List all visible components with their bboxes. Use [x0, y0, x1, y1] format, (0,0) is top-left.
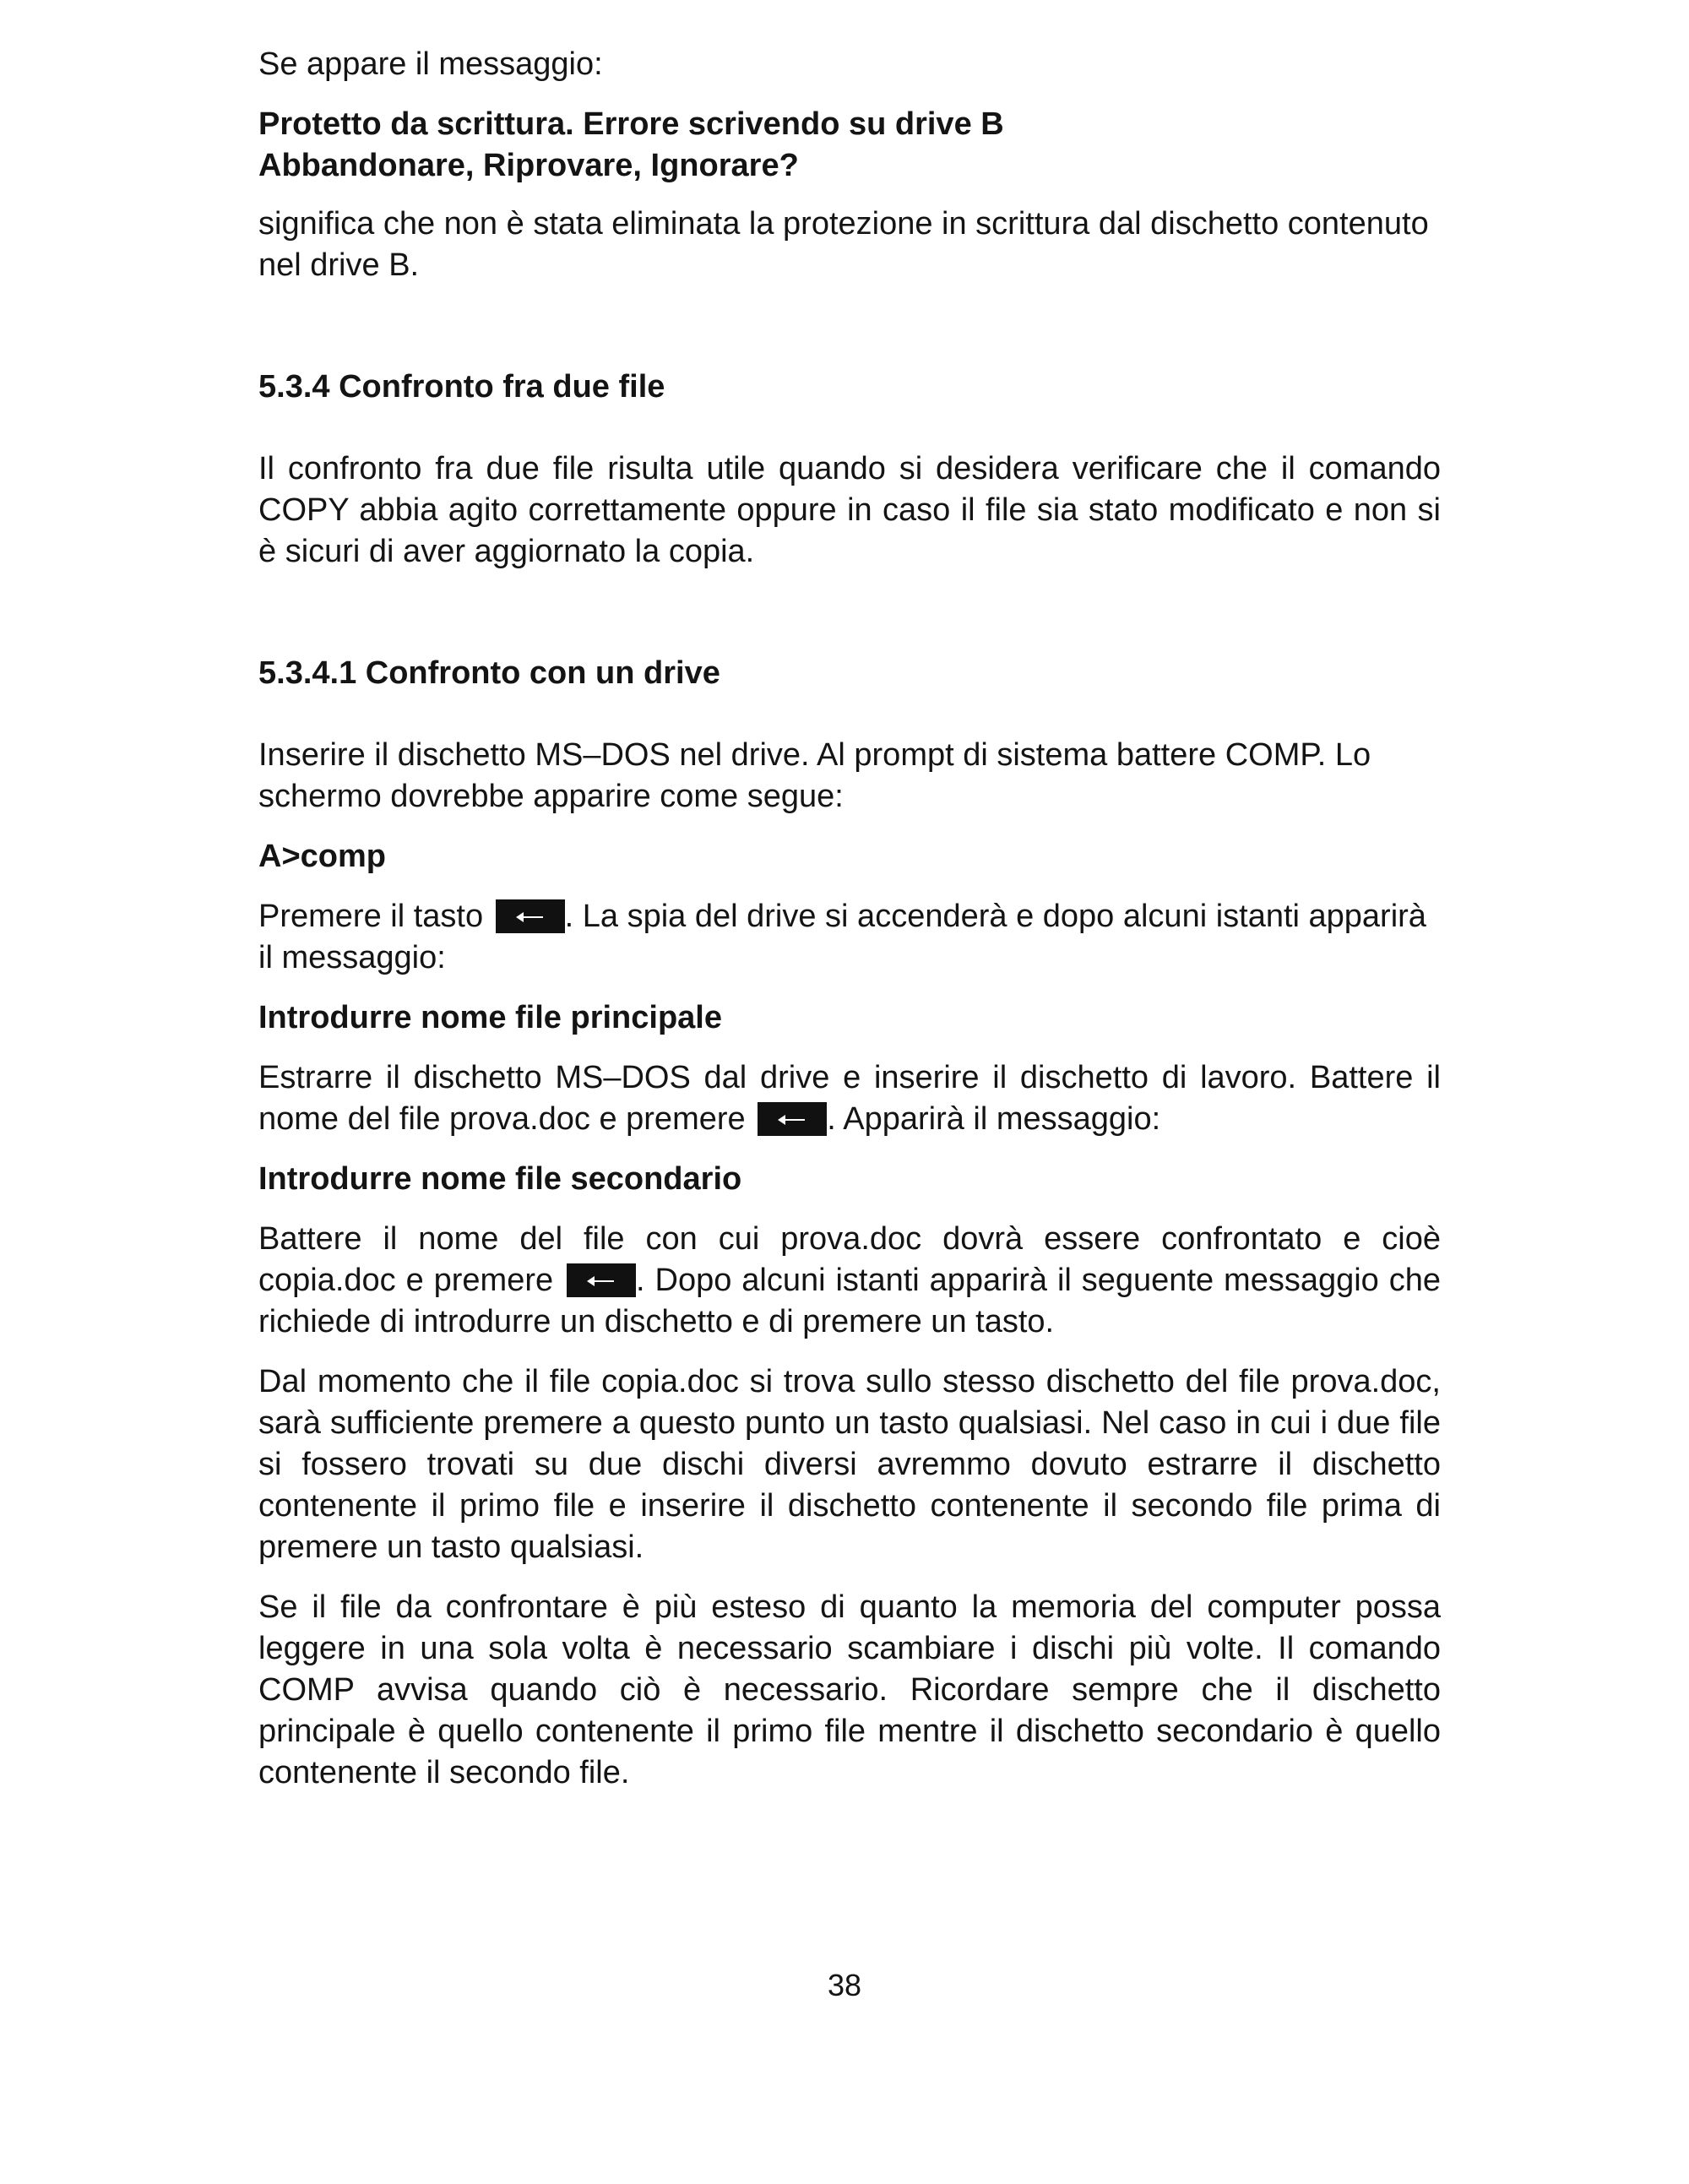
text: . Apparirà il messaggio: — [827, 1101, 1161, 1137]
page-content — [258, 44, 1441, 1794]
text: . Dopo alcuni istanti apparirà il seguente messaggio che richiede di introdurre un dischetto e di premere un tasto. — [258, 1263, 1441, 1339]
command-prompt: A>comp — [258, 839, 386, 874]
paragraph: Inserire il dischetto MS–DOS nel drive. Al prompt di sistema battere COMP. Lo schermo dovrebbe apparire come segue: — [258, 737, 1371, 814]
enter-key-icon — [567, 1263, 636, 1297]
paragraph — [258, 896, 1441, 979]
text: . La spia del drive si accenderà e dopo alcuni istanti apparirà il messaggio: — [258, 899, 1426, 975]
text: Estrarre il dischetto MS–DOS dal drive e inserire il dischetto di lavoro. Battere il nome del file prova.doc e premere — [258, 1060, 1441, 1137]
message-line: Introdurre nome file secondario — [258, 1161, 742, 1197]
message-line: Introdurre nome file principale — [258, 1000, 722, 1035]
paragraph: Se il file da confrontare è più esteso di quanto la memoria del computer possa leggere in una sola volta è necessario scambiare i dischi più volte. Il comando COMP avvisa quando ciò è necessario. Ricordare sempre che il dischetto principale è quello contenente il primo file mentre il dischetto secondario è quello contenente il secondo file. — [258, 1589, 1441, 1790]
paragraph — [258, 1219, 1441, 1343]
paragraph: Se appare il messaggio: — [258, 46, 603, 82]
paragraph: Dal momento che il file copia.doc si trova sullo stesso dischetto del file prova.doc, sarà sufficiente premere a questo punto un tasto qualsiasi. Nel caso in cui i due file si fossero trovati su due dischi diversi avremmo dovuto estrarre il dischetto contenente il primo file e inserire il dischetto contenente il secondo file prima di premere un tasto qualsiasi. — [258, 1364, 1441, 1565]
subsection-heading: 5.3.4.1 Confronto con un drive — [258, 655, 720, 691]
paragraph — [258, 1057, 1441, 1140]
paragraph: significa che non è stata eliminata la protezione in scrittura dal dischetto contenuto nel drive B. — [258, 206, 1429, 283]
section-heading: 5.3.4 Confronto fra due file — [258, 369, 665, 405]
message-line: Protetto da scrittura. Errore scrivendo su drive B — [258, 106, 1004, 142]
enter-key-icon — [758, 1102, 827, 1136]
message-line: Abbandonare, Riprovare, Ignorare? — [258, 148, 799, 183]
enter-key-icon — [496, 899, 565, 933]
text: Battere il nome del file con cui prova.doc dovrà essere confrontato e cioè copia.doc e premere — [258, 1221, 1441, 1298]
text: Premere il tasto — [258, 899, 492, 934]
paragraph: Il confronto fra due file risulta utile quando si desidera verificare che il comando COPY abbia agito correttamente oppure in caso il file sia stato modificato e non si è sicuri di aver aggiornato la copia. — [258, 451, 1441, 569]
page-number: 38 — [827, 1968, 862, 2002]
